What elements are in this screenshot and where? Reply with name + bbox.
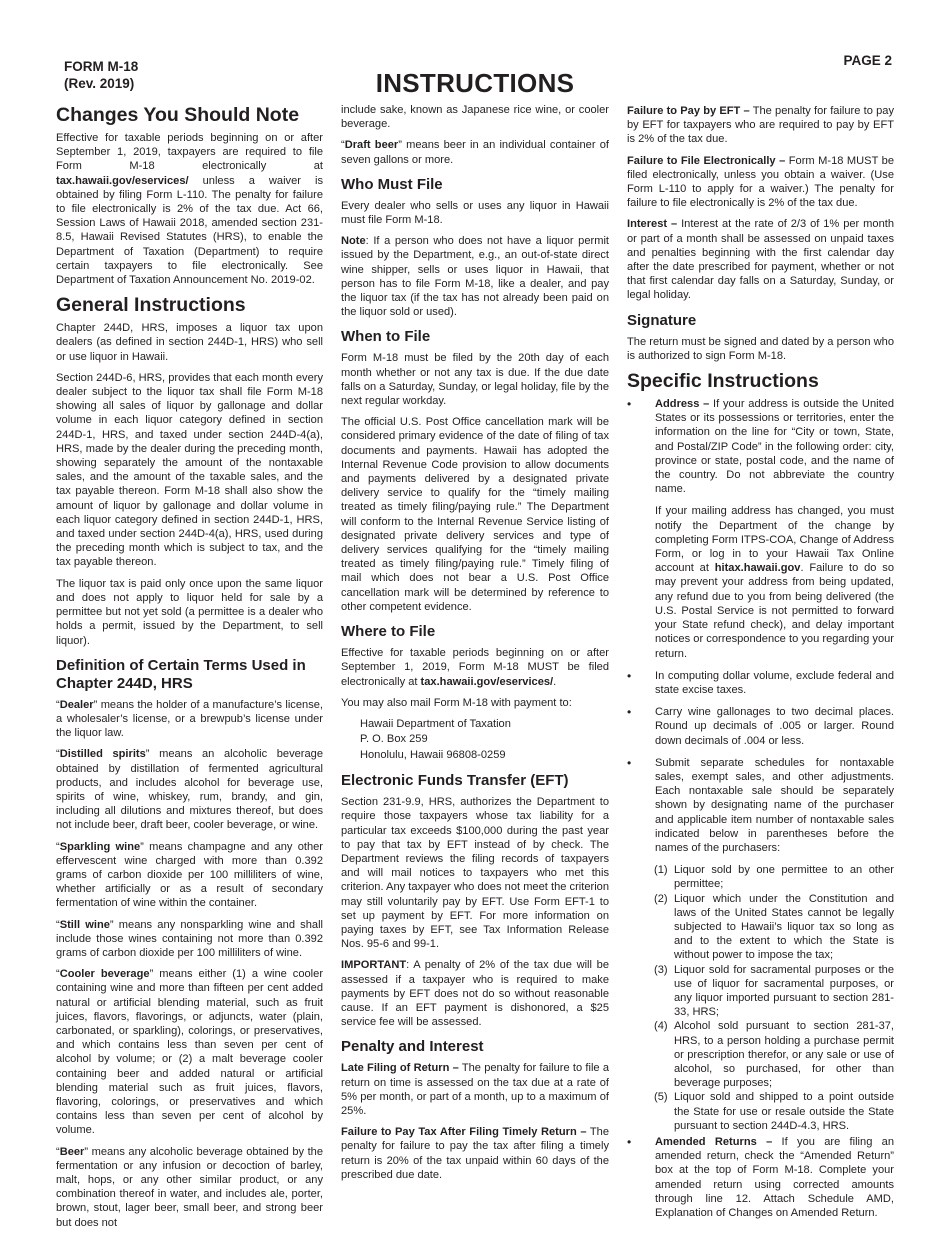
where-paragraph-2: You may also mail Form M-18 with payment to: xyxy=(341,696,572,709)
form-number: FORM M-18 xyxy=(64,59,139,74)
when-paragraph-2: The official U.S. Post Office cancellation mark will be considered primary evidence of the date of filing of tax documents and payments. Hawaii has adopted the Internal Revenue Code provision to allow documents and payments delivered by a designated private delivery service to qualify for the “timely mailing treated as timely filing/paying rule.” The Department will conform to the Internal Revenue Service listing of designated private delivery services and type of delivery services qualifying for the “timely mailing treated as timely filing/paying rule.” Timely filing of mail which does not bear a U.S. Post Office cancellation mark will be determined by reference to other competent evidence. xyxy=(341,416,609,613)
nontaxable-list xyxy=(627,863,894,1133)
list-item: (3) Liquor sold for sacramental purposes or the use of liquor for sacramental purposes, or any liquor imported pursuant to section 281-33, HRS; xyxy=(654,963,894,1019)
heading-eft: Electronic Funds Transfer (EFT) xyxy=(341,772,569,790)
heading-where-to-file: Where to File xyxy=(341,623,436,641)
heading-when-to-file: When to File xyxy=(341,328,431,346)
heading-definitions: Definition of Certain Terms Used in Chapter 244D, HRS xyxy=(56,656,306,692)
definition-draft-beer: “Draft beer” means beer in an individual container of seven gallons or more. xyxy=(341,139,609,166)
bullet-gallonages: • Carry wine gallonages to two decimal places. Round up decimals of .005 or larger. Round down decimals of .004 or less. xyxy=(627,705,894,748)
failure-to-file-electronically-paragraph: Failure to File Electronically – Form M-18 MUST be filed electronically, unless you obtain a waiver. (Use Form L-110 to apply for a waiver.) The penalty for failure to file electronically is 2% of the tax due. xyxy=(627,154,894,210)
signature-paragraph: The return must be signed and dated by a person who is authorized to sign Form M-18. xyxy=(627,335,894,362)
bullet-dollar-volume: • In computing dollar volume, exclude federal and state excise taxes. xyxy=(627,669,894,697)
page-number: PAGE 2 xyxy=(843,53,892,68)
failure-to-pay-paragraph: Failure to Pay Tax After Filing Timely Return – The penalty for failure to pay the tax after filing a timely return is 20% of the tax unpaid within 60 days of the prescribed due date. xyxy=(341,1126,610,1181)
column-right xyxy=(627,104,894,1228)
eft-paragraph: Section 231-9.9, HRS, authorizes the Department to require those taxpayers whose tax liability for a particular tax exceeds $100,000 during the past year to pay that tax by EFT instead of by check. The Department reviews the filing records of taxpayers and will mail notices to taxpayers who met this criterion. Any taxpayer who does not meet the criterion may still voluntarily pay by EFT. Use Form EFT-1 to set up payment by EFT. For more information on paying taxes by EFT, see Tax Information Release Nos. 95-6 and 99-1. xyxy=(341,796,609,951)
address-change-paragraph: If your mailing address has changed, you must notify the Department of the change by completing Form ITPS-COA, Change of Address Form, or log in to your Hawaii Tax Online account at hitax.hawaii.gov. Failure to do so may prevent your address from being updated, any refund due to you from being delivered (the U.S. Postal Service is not permitted to forward your State refund check), and delay important notices or correspondence to you regarding your return. xyxy=(655,505,894,660)
eservices-link: tax.hawaii.gov/eservices/ xyxy=(420,675,554,688)
definition-sparkling-wine: “Sparkling wine” means champagne and any other effervescent wine charged with more than 0.392 grams of carbon dioxide per 100 milliliters of wine, whether artificially or as a result of secondary fermentation of wine within the container. xyxy=(56,840,323,910)
address-line-2: P. O. Box 259 xyxy=(360,733,428,746)
list-item: (2) Liquor which under the Constitution and laws of the United States cannot be legally subjected to Hawaii’s liquor tax so long as and to the extent to which the State is without power to impose the tax; xyxy=(654,892,894,962)
hitax-link: hitax.hawaii.gov xyxy=(714,562,801,575)
page-title: INSTRUCTIONS xyxy=(375,68,575,98)
heading-general: General Instructions xyxy=(56,294,246,317)
failure-to-pay-eft-paragraph: Failure to Pay by EFT – The penalty for failure to pay by EFT for taxpayers who are required to pay by EFT is 2% of the tax due. xyxy=(627,105,894,146)
bullet-amended-returns: • Amended Returns – If you are filing an amended return, check the “Amended Return” box at the top of Form M-18. Complete your amended return using corrected amounts through line 12. Attach Schedule AMD, Explanation of Changes on Amended Return. xyxy=(627,1135,894,1220)
heading-penalty-interest: Penalty and Interest xyxy=(341,1038,484,1056)
definition-cooler-beverage: “Cooler beverage” means either (1) a wine cooler containing wine and more than fifteen per cent added natural or artificial blending material, such as fruit juices, flavors, flavorings, or adjuncts, water (plain, carbonated, or sparkling), colorings, or preservatives, and which contains less than seven per cent of alcohol by volume; or (2) a malt beverage cooler containing beer and added natural or artificial blending material such as fruit juices, flavors, flavoring, colorings, or preservatives and which contains less than seven per cent of alcohol by volume. xyxy=(56,968,324,1137)
eft-important: IMPORTANT: A penalty of 2% of the tax due will be assessed if a taxpayer who is required to make payments by EFT does not do so without reasonable cause. If an EFT payment is dishonored, a $25 service fee will be assessed. xyxy=(341,959,609,1029)
bullet-address: • Address – If your address is outside the United States or its possessions or territories, enter the information on the line for “City or town, State, and Postal/ZIP Code” in the following order: city, province or state, postal code, and the name of the country. Do not abbreviate the country name. xyxy=(627,397,894,496)
who-note: Note: If a person who does not have a liquor permit issued by the Department, e.g., an out-of-state direct wine shipper, sells or uses liquor in Hawaii, that person has to file Form M-18, like a dealer, and pay the liquor tax (if the tax has not already been paid on the liquor sold or used). xyxy=(341,235,609,319)
form-revision: (Rev. 2019) xyxy=(64,76,135,91)
general-paragraph-1: Chapter 244D, HRS, imposes a liquor tax upon dealers (as defined in section 244D-1, HRS) who sell or use liquor in Hawaii. xyxy=(56,322,323,363)
general-paragraph-3: The liquor tax is paid only once upon the same liquor and does not apply to liquor held for sale by a permittee but not yet sold (a permittee is a dealer who holds a permit, issued by the Department, to sell liquor). xyxy=(56,577,323,647)
column-middle xyxy=(341,103,609,1189)
address-line-1: Hawaii Department of Taxation xyxy=(360,717,511,730)
list-item: (4) Alcohol sold pursuant to section 281-37, HRS, to a person holding a purchase permit or prescription therefor, or any sale or use of alcohol, so purchased, for other than beverage purposes; xyxy=(654,1020,894,1090)
list-item: (5) Liquor sold and shipped to a point outside the State for use or resale outside the State pursuant to section 244D-4.3, HRS. xyxy=(654,1091,894,1132)
changes-paragraph: Effective for taxable periods beginning on or after September 1, 2019, taxpayers are required to file Form M-18 electronically at tax.hawaii.gov/eservices/ unless a waiver is obtained by filing Form L-110. The penalty for failure to file electronically is 2% of the tax due. Act 66, Session Laws of Hawaii 2018, amended section 231-8.5, Hawaii Revised Statutes (HRS), to enable the Department of Taxation (Department) to require certain taxpayers to file electronically. See Department of Taxation Announcement No. 2019-02. xyxy=(56,132,323,287)
definition-beer: “Beer” means any alcoholic beverage obtained by the fermentation or any infusion or decoction of barley, malt, hops, or any other similar product, or any combination thereof in water, and includes ale, porter, brown, stout, lager beer, small beer, and strong beer but does not xyxy=(56,1145,323,1229)
interest-paragraph: Interest – Interest at the rate of 2/3 of 1% per month or part of a month shall be assessed on unpaid taxes and penalties beginning with the first calendar day after the date prescribed for payment, whether or not that first calendar day falls on a Saturday, Sunday, or legal holiday. xyxy=(627,218,895,302)
where-paragraph-1: Effective for taxable periods beginning on or after September 1, 2019, Form M-18 MUST be filed electronically at tax.hawaii.gov/eservices/. xyxy=(341,647,609,688)
definition-distilled-spirits: “Distilled spirits” means an alcoholic beverage obtained by distillation of fermented agricultural products, and includes alcohol for beverage use, spirits of wine, whiskey, rum, brandy, and gin, including all dilutions and mixtures thereof, but does not include beer, draft beer, cooler beverage, or wine. xyxy=(56,748,323,832)
heading-specific: Specific Instructions xyxy=(627,370,819,393)
list-item: (1) Liquor sold by one permittee to an other permittee; xyxy=(654,864,894,891)
definition-dealer: “Dealer” means the holder of a manufacture’s license, a wholesaler’s license, or a brewpub’s license under the liquor law. xyxy=(56,698,323,740)
late-filing-paragraph: Late Filing of Return – The penalty for failure to file a return on time is assessed on the tax due at a rate of 5% per month, or part of a month, up to a maximum of 25%. xyxy=(341,1062,609,1117)
mailing-address xyxy=(341,717,609,763)
heading-changes: Changes You Should Note xyxy=(56,104,300,126)
definition-still-wine: “Still wine” means any nonsparkling wine and shall include those wines containing not more than 0.392 grams of carbon dioxide per 100 milliliters of wine. xyxy=(56,918,323,959)
heading-who-must-file: Who Must File xyxy=(341,175,443,193)
address-line-3: Honolulu, Hawaii 96808-0259 xyxy=(360,748,506,761)
column-left xyxy=(56,104,323,1237)
eservices-link: tax.hawaii.gov/eservices/ xyxy=(56,174,189,187)
who-paragraph: Every dealer who sells or uses any liquor in Hawaii must file Form M-18. xyxy=(341,199,609,227)
general-paragraph-2: Section 244D-6, HRS, provides that each month every dealer subject to the liquor tax shall file Form M-18 showing all sales of liquor by gallonage and dollar volume in each liquor category defined in section 244D-1, HRS, and taxed under section 244D-4(a), HRS, made by the dealer during the preceding month, showing separately the amount of the nontaxable sales, and the amount of the taxable sales, and the tax payable thereon. Form M-18 shall also show the amount of liquor by gallonage and dollar volume in each liquor category defined in section 244D-1, HRS, and taxed under section 244D-4(a), HRS, used during the preceding month which is subject to tax, and the tax payable thereon. xyxy=(56,371,324,569)
bullet-schedules: • Submit separate schedules for nontaxable sales, exempt sales, and other adjustments. Each nontaxable sale should be separately shown by designating name of the purchaser and applicable item number of nontaxable sales indicated below in parentheses before the names of the purchasers: xyxy=(627,756,894,855)
definition-beer-continued: include sake, known as Japanese rice wine, or cooler beverage. xyxy=(341,104,609,131)
heading-signature: Signature xyxy=(627,311,697,329)
when-paragraph-1: Form M-18 must be filed by the 20th day of each month whether or not any tax is due. If the due date falls on a Saturday, Sunday, or legal holiday, file by the next regular workday. xyxy=(341,352,609,408)
